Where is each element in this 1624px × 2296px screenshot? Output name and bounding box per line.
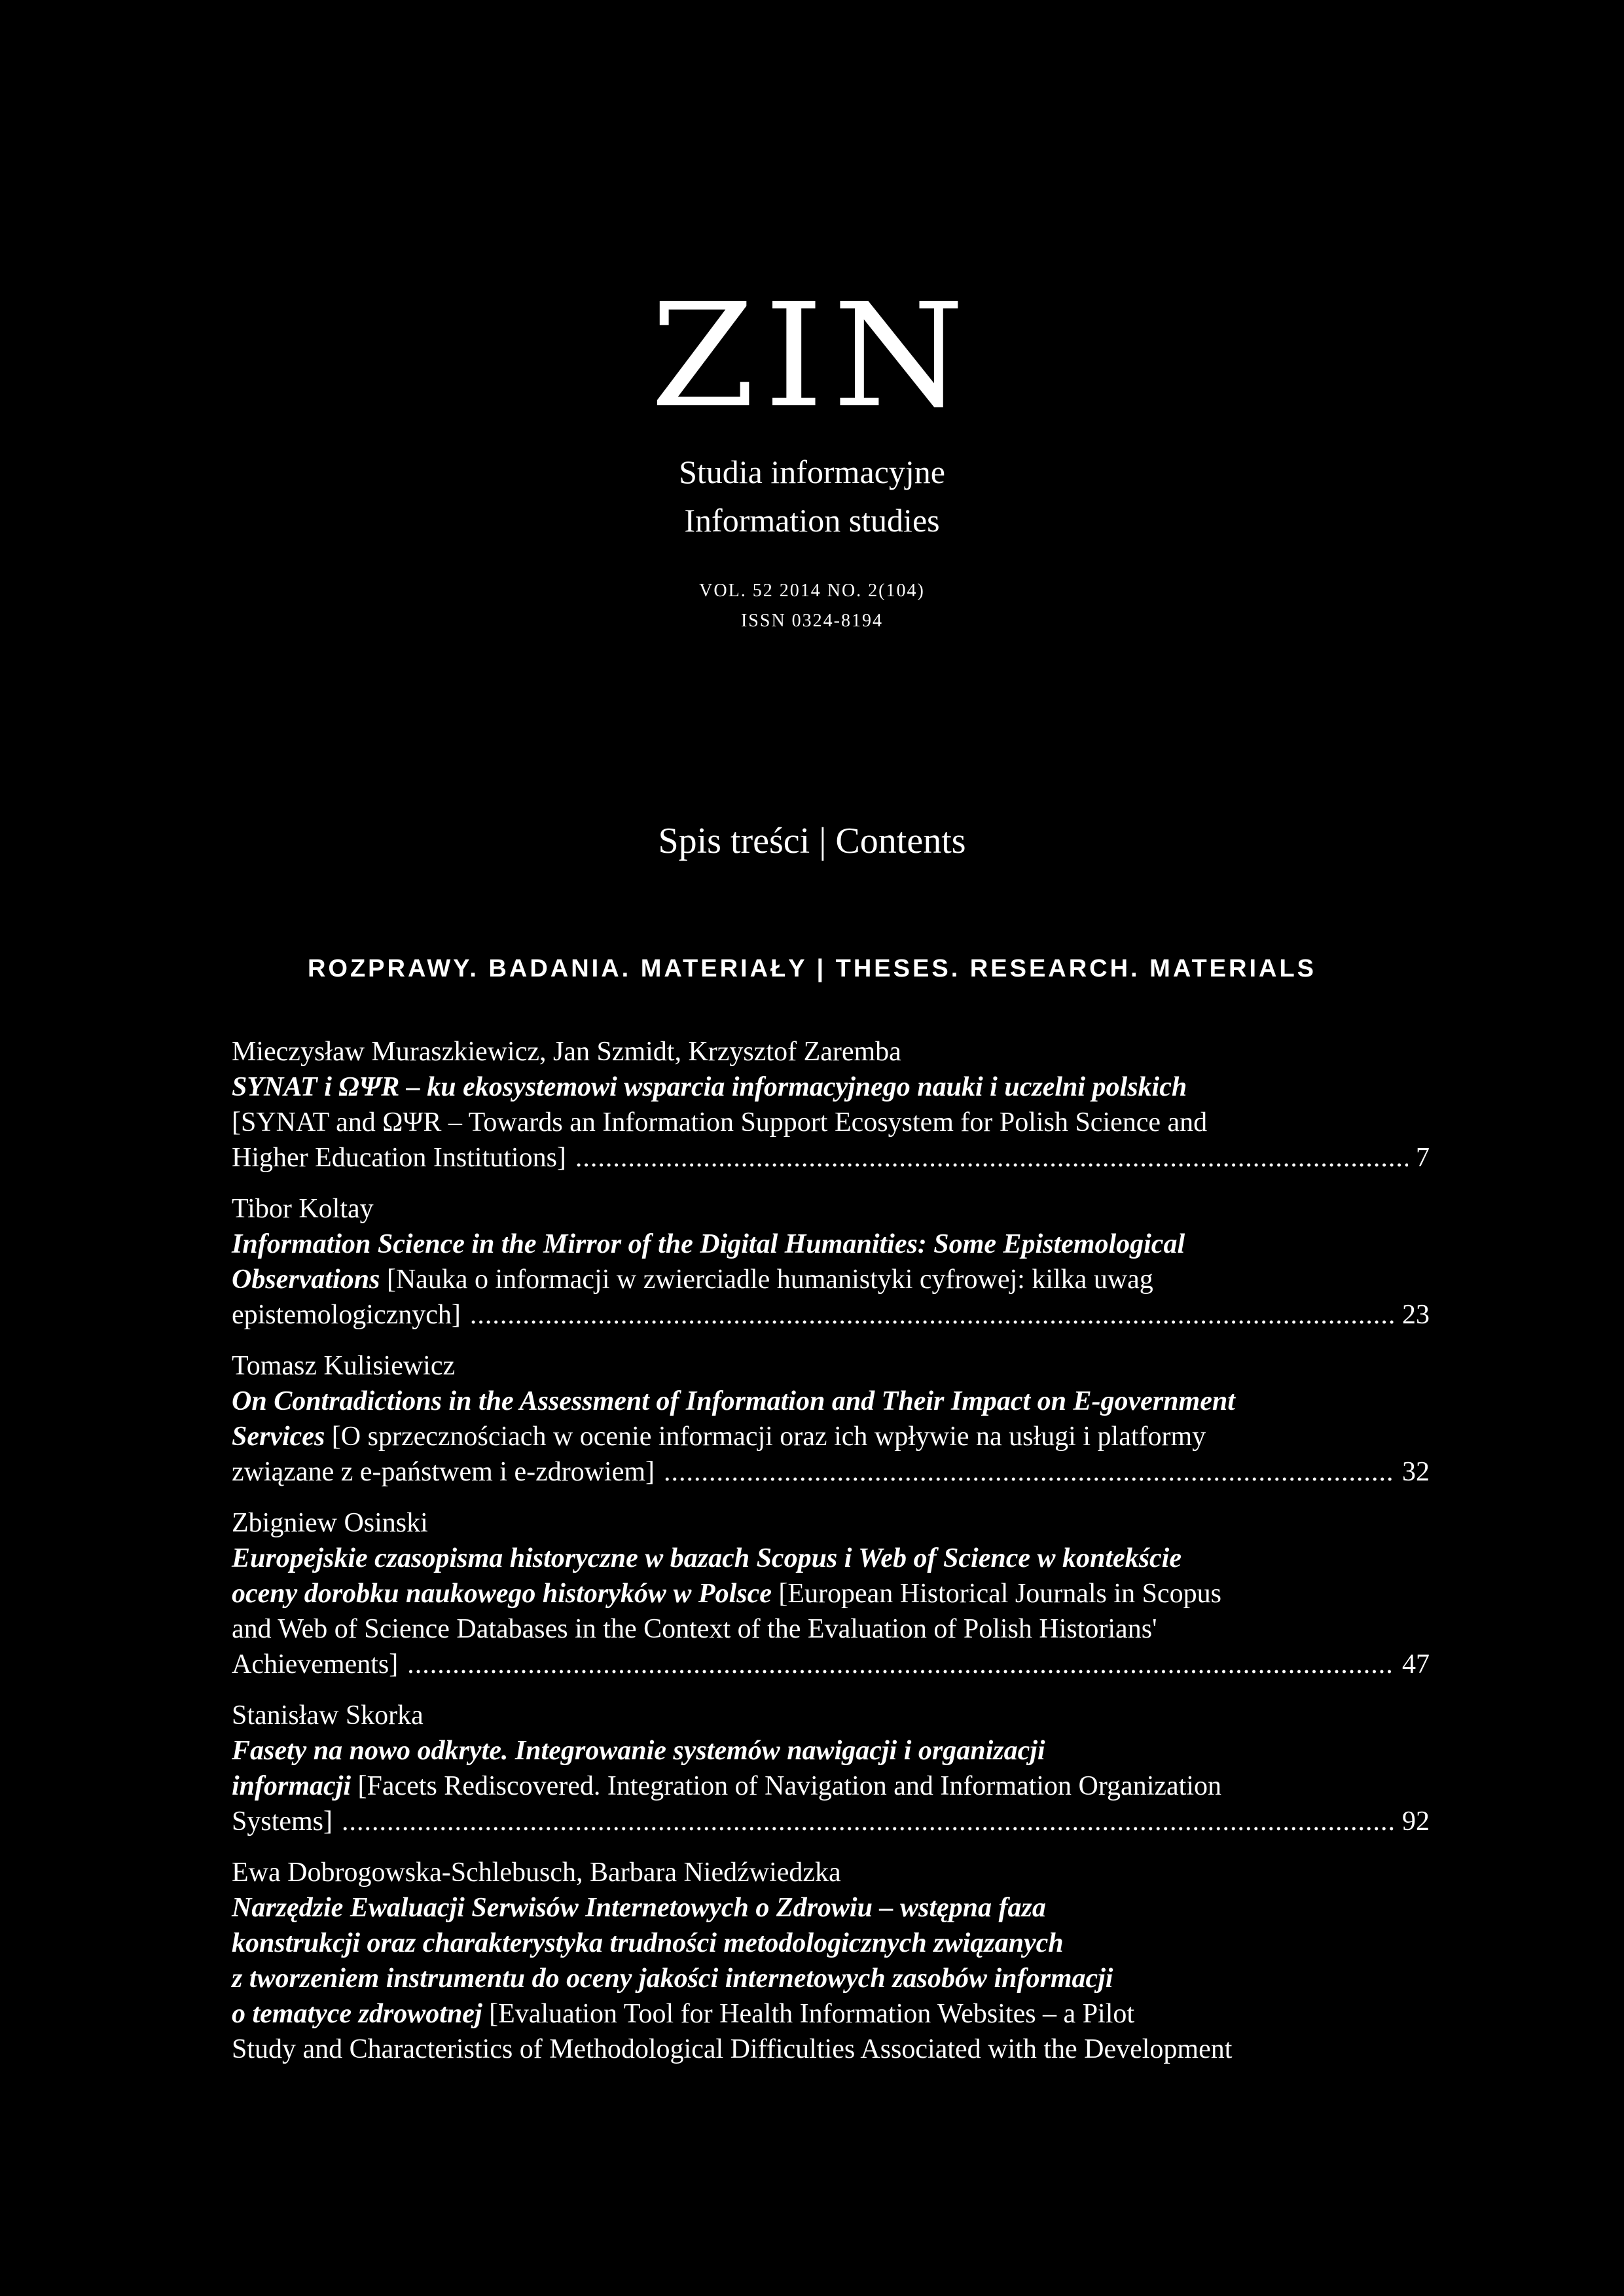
toc-line [232,1262,1430,1297]
toc-authors: Tibor Koltay [232,1194,374,1224]
section-heading: ROZPRAWY. BADANIA. MATERIAŁY | THESES. RESEARCH. MATERIALS [307,955,1317,982]
toc-authors: Tomasz Kulisiewicz [232,1351,456,1381]
toc-title: Information Science in the Mirror of the Digital Humanities: Some Epistemological [232,1229,1185,1259]
toc-translation-end: Higher Education Institutions] [232,1143,566,1173]
toc-title: Narzędzie Ewaluacji Serwisów Internetowych o Zdrowiu – wstępna faza [232,1893,1046,1923]
toc-translation-end: Systems] [232,1806,333,1837]
toc-translation: [European Historical Journals in Scopus [771,1579,1221,1609]
toc-entry [232,1505,1430,1682]
toc-leader-line [232,1647,1430,1682]
toc-title: oceny dorobku naukowego historyków w Polsce [232,1579,772,1609]
table-of-contents [232,1034,1430,2083]
toc-translation: and Web of Science Databases in the Context of the Evaluation of Polish Historians' [232,1614,1157,1644]
dot-leader [575,1140,1408,1175]
issn: ISSN 0324-8194 [740,611,883,631]
toc-leader-line [232,1804,1430,1839]
dot-leader [342,1804,1394,1839]
toc-translation-end: związane z e-państwem i e-zdrowiem] [232,1457,655,1487]
toc-title: Services [232,1422,325,1452]
toc-page-number: 32 [1402,1457,1430,1487]
toc-translation-end: Achievements] [232,1649,399,1679]
toc-translation: [SYNAT and ΩΨR – Towards an Information Support Ecosystem for Polish Science and [232,1107,1208,1138]
masthead [0,273,1624,636]
journal-subtitle-pl: Studia informacyjne [679,454,945,490]
toc-page-number: 23 [1402,1300,1430,1330]
dot-leader [407,1647,1394,1682]
toc-line [232,1768,1430,1804]
toc-translation: [Facets Rediscovered. Integration of Navigation and Information Organization [351,1771,1221,1801]
toc-leader-line [232,1297,1430,1333]
toc-translation-end: epistemologicznych] [232,1300,461,1330]
toc-page-number: 47 [1402,1649,1430,1679]
toc-translation: [O sprzecznościach w ocenie informacji oraz ich wpływie na usługi i platformy [325,1422,1206,1452]
toc-entry [232,1698,1430,1839]
toc-entry [232,1034,1430,1175]
toc-authors: Zbigniew Osinski [232,1508,428,1538]
toc-page-number: 7 [1416,1143,1430,1173]
dot-leader [470,1297,1394,1333]
toc-authors: Mieczysław Muraszkiewicz, Jan Szmidt, Krzysztof Zaremba [232,1037,901,1067]
toc-authors: Stanisław Skorka [232,1700,424,1731]
toc-leader-line [232,1454,1430,1490]
toc-translation: [Evaluation Tool for Health Information Websites – a Pilot [482,1999,1135,2029]
dot-leader [664,1454,1394,1490]
toc-title: konstrukcji oraz charakterystyka trudności metodologicznych związanych [232,1928,1064,1958]
toc-title: Fasety na nowo odkryte. Integrowanie systemów nawigacji i organizacji [232,1736,1045,1766]
toc-title: informacji [232,1771,352,1801]
toc-title: Europejskie czasopisma historyczne w bazach Scopus i Web of Science w kontekście [232,1543,1182,1573]
toc-translation: [Nauka o informacji w zwierciadle humanistyki cyfrowej: kilka uwag [380,1265,1153,1295]
toc-title: On Contradictions in the Assessment of Information and Their Impact on E-government [232,1386,1235,1416]
toc-entry [232,1855,1430,2067]
journal-subtitle-en: Information studies [684,502,940,539]
toc-leader-line [232,1140,1430,1175]
toc-entry [232,1191,1430,1333]
toc-page-number: 92 [1402,1806,1430,1837]
volume-info: VOL. 52 2014 NO. 2(104) [699,581,925,601]
toc-title: Observations [232,1265,380,1295]
toc-line [232,1996,1430,2032]
toc-title: SYNAT i ΩΨR – ku ekosystemowi wsparcia informacyjnego nauki i uczelni polskich [232,1072,1187,1102]
contents-heading: Spis treści | Contents [658,821,966,861]
toc-title: z tworzeniem instrumentu do oceny jakości internetowych zasobów informacji [232,1964,1113,1994]
toc-authors: Ewa Dobrogowska-Schlebusch, Barbara Niedźwiedzka [232,1857,841,1888]
toc-entry [232,1348,1430,1490]
journal-logo: ZIN [650,273,974,440]
toc-line [232,1576,1430,1611]
toc-translation: Study and Characteristics of Methodological Difficulties Associated with the Development [232,2034,1233,2064]
toc-title: o tematyce zdrowotnej [232,1999,482,2029]
toc-line [232,1419,1430,1454]
